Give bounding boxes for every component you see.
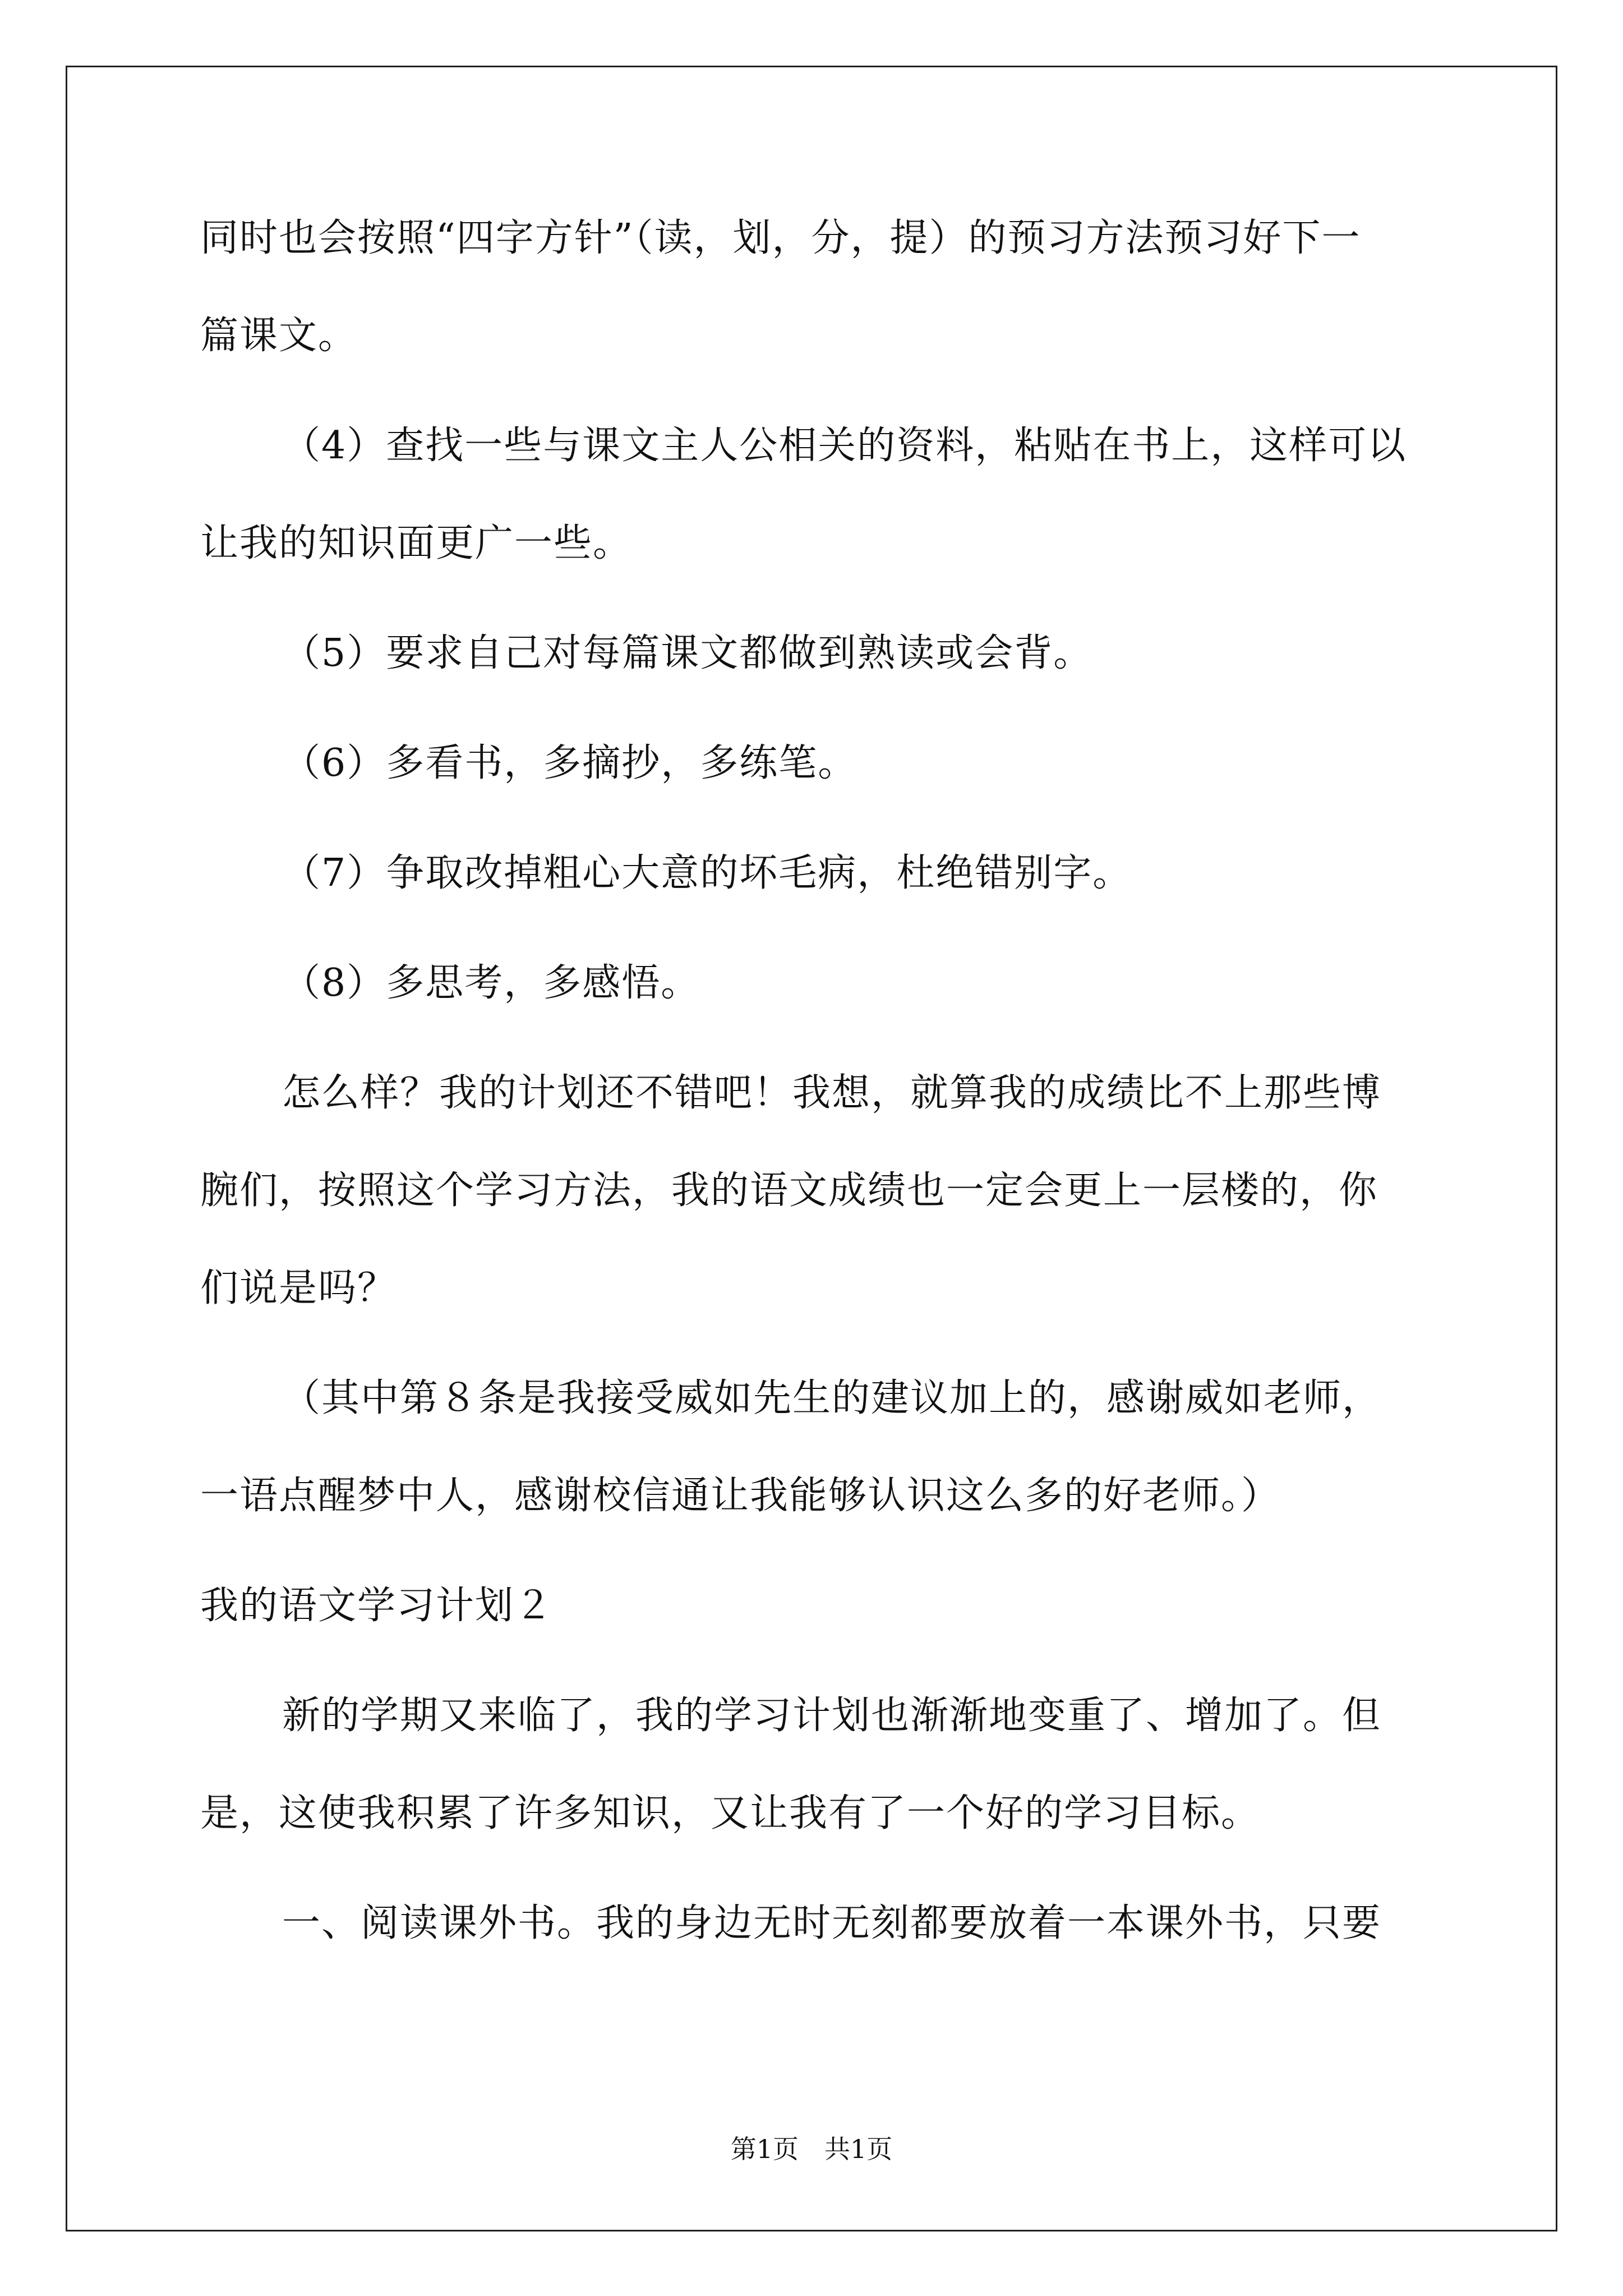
text-line: 们说是吗？ [200, 1266, 397, 1310]
text-line: （8）多思考，多感悟。 [282, 961, 700, 1005]
text-line: 让我的知识面更广一些。 [200, 521, 633, 565]
text-line: （7）争取改掉粗心大意的坏毛病，杜绝错别字。 [282, 851, 1132, 895]
text-line: （其中第８条是我接受威如先生的建议加上的，感谢威如老师， [282, 1376, 1382, 1420]
section-heading: 我的语文学习计划２ [200, 1584, 554, 1628]
text-line: 同时也会按照“四字方针”（读，划，分，提）的预习方法预习好下一 [200, 216, 1361, 260]
text-line: （4）查找一些与课文主人公相关的资料，粘贴在书上，这样可以 [282, 424, 1407, 468]
text-line: 新的学期又来临了，我的学习计划也渐渐地变重了、增加了。但 [282, 1694, 1382, 1738]
text-line: （5）要求自己对每篇课文都做到熟读或会背。 [282, 631, 1093, 675]
text-line: 怎么样？我的计划还不错吧！我想，就算我的成绩比不上那些博 [282, 1071, 1382, 1115]
text-line: 腕们，按照这个学习方法，我的语文成绩也一定会更上一层楼的，你 [200, 1168, 1378, 1213]
page-footer: 第1页 共1页 [730, 2134, 893, 2164]
text-line: 篇课文。 [200, 314, 358, 358]
text-line: 是，这使我积累了许多知识，又让我有了一个好的学习目标。 [200, 1791, 1261, 1835]
text-line: （6）多看书，多摘抄，多练笔。 [282, 741, 857, 785]
text-line: 一、阅读课外书。我的身边无时无刻都要放着一本课外书，只要 [282, 1901, 1382, 1945]
text-line: 一语点醒梦中人，感谢校信通让我能够认识这么多的好老师。） [200, 1474, 1281, 1518]
